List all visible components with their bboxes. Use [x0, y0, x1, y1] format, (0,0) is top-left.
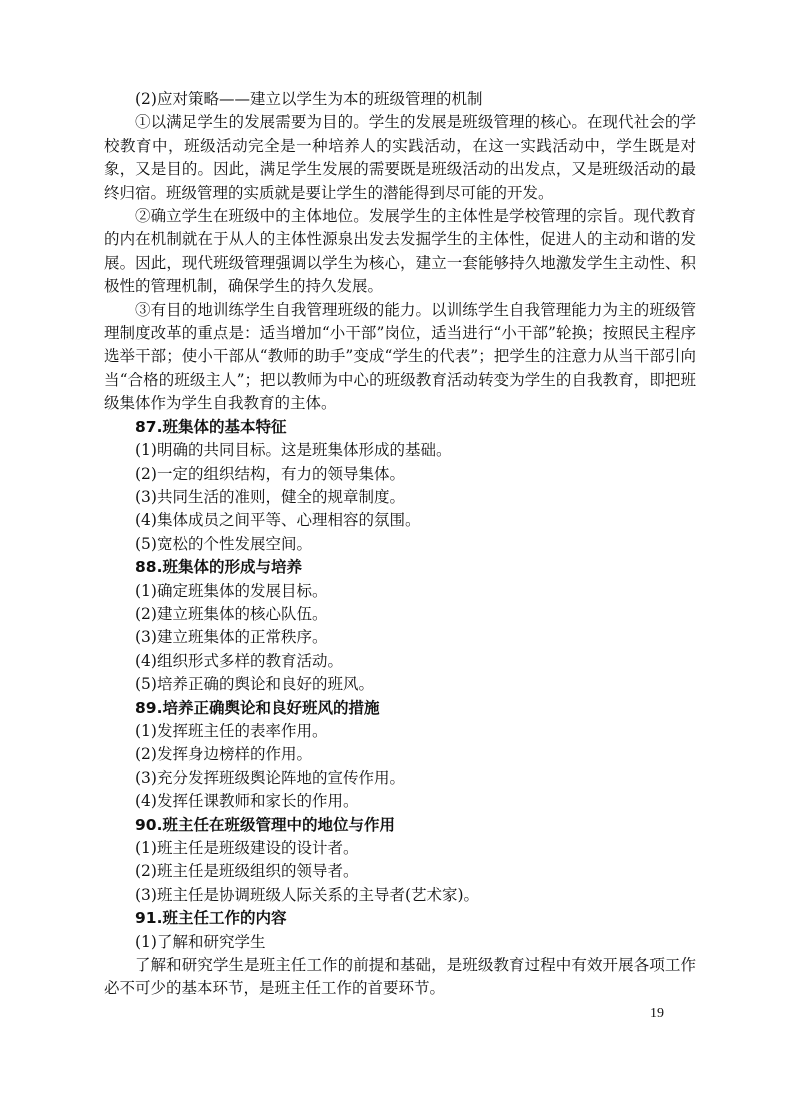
list-item: (1)明确的共同目标。这是班集体形成的基础。 [135, 441, 452, 460]
strategy-paragraph-3: ③有目的地训练学生自我管理班级的能力。以训练学生自我管理能力为主的班级管理制度改革的重点是：适当增加“小干部”岗位，适当进行“小干部”轮换；按照民主程序选举干部；使小干部从“教师的助手”变成“学生的代表”；把学生的注意力从当干部引向当“合格的班级主人”；把以教师为中心的班级教育活动转变为学生的自我教育，即把班级集体作为学生自我教育的主体。 [104, 300, 696, 413]
list-item: (2)建立班集体的核心队伍。 [135, 604, 328, 623]
list-item: (4)发挥任课教师和家长的作用。 [135, 792, 359, 811]
list-item: (3)建立班集体的正常秩序。 [135, 628, 328, 647]
list-item: (1)确定班集体的发展目标。 [135, 581, 328, 600]
list-item: (3)班主任是协调班级人际关系的主导者(艺术家)。 [135, 885, 480, 904]
list-item: (1)班主任是班级建设的设计者。 [135, 839, 359, 857]
list-item: (4)组织形式多样的教育活动。 [135, 651, 343, 670]
list-item: (3)充分发挥班级舆论阵地的宣传作用。 [135, 768, 405, 787]
section-91-body: 了解和研究学生是班主任工作的前提和基础，是班级教育过程中有效开展各项工作必不可少的基本环节，是班主任工作的首要环节。 [104, 956, 696, 998]
section-89-heading: 89.培养正确舆论和良好班风的措施 [135, 698, 380, 717]
section-90-heading: 90.班主任在班级管理中的地位与作用 [135, 815, 395, 834]
strategy-paragraph-2: ②确立学生在班级中的主体地位。发展学生的主体性是学校管理的宗旨。现代教育的内在机制就在于从人的主体性源泉出发去发掘学生的主体性，促进人的主动和谐的发展。因此，现代班级管理强调以学生为核心，建立一套能够持久地激发学生主动性、积极性的管理机制，确保学生的持久发展。 [104, 207, 696, 296]
list-item: (2)一定的组织结构，有力的领导集体。 [135, 464, 405, 483]
list-item: (5)培养正确的舆论和良好的班风。 [135, 675, 374, 694]
list-item: (4)集体成员之间平等、心理相容的氛围。 [135, 511, 421, 530]
list-item: (2)班主任是班级组织的领导者。 [135, 862, 359, 881]
list-item: (1)了解和研究学生 [135, 932, 266, 951]
section-88-heading: 88.班集体的形成与培养 [135, 558, 302, 577]
list-item: (2)发挥身边榜样的作用。 [135, 745, 312, 764]
list-item: (5)宽松的个性发展空间。 [135, 534, 312, 553]
strategy-paragraph-1: ①以满足学生的发展需要为目的。学生的发展是班级管理的核心。在现代社会的学校教育中，班级活动完全是一种培养人的实践活动，在这一实践活动中，学生既是对象，又是目的。因此，满足学生发展的需要既是班级活动的出发点，又是班级活动的最终归宿。班级管理的实质就是要让学生的潜能得到尽可能的开发。 [104, 113, 696, 202]
page-content [104, 88, 696, 1001]
strategy-heading: (2)应对策略——建立以学生为本的班级管理的机制 [135, 90, 483, 108]
section-87-heading: 87.班集体的基本特征 [135, 417, 287, 436]
section-91-heading: 91.班主任工作的内容 [135, 909, 287, 928]
list-item: (3)共同生活的准则，健全的规章制度。 [135, 487, 405, 506]
page-number: 19 [650, 1006, 664, 1021]
list-item: (1)发挥班主任的表率作用。 [135, 721, 328, 740]
